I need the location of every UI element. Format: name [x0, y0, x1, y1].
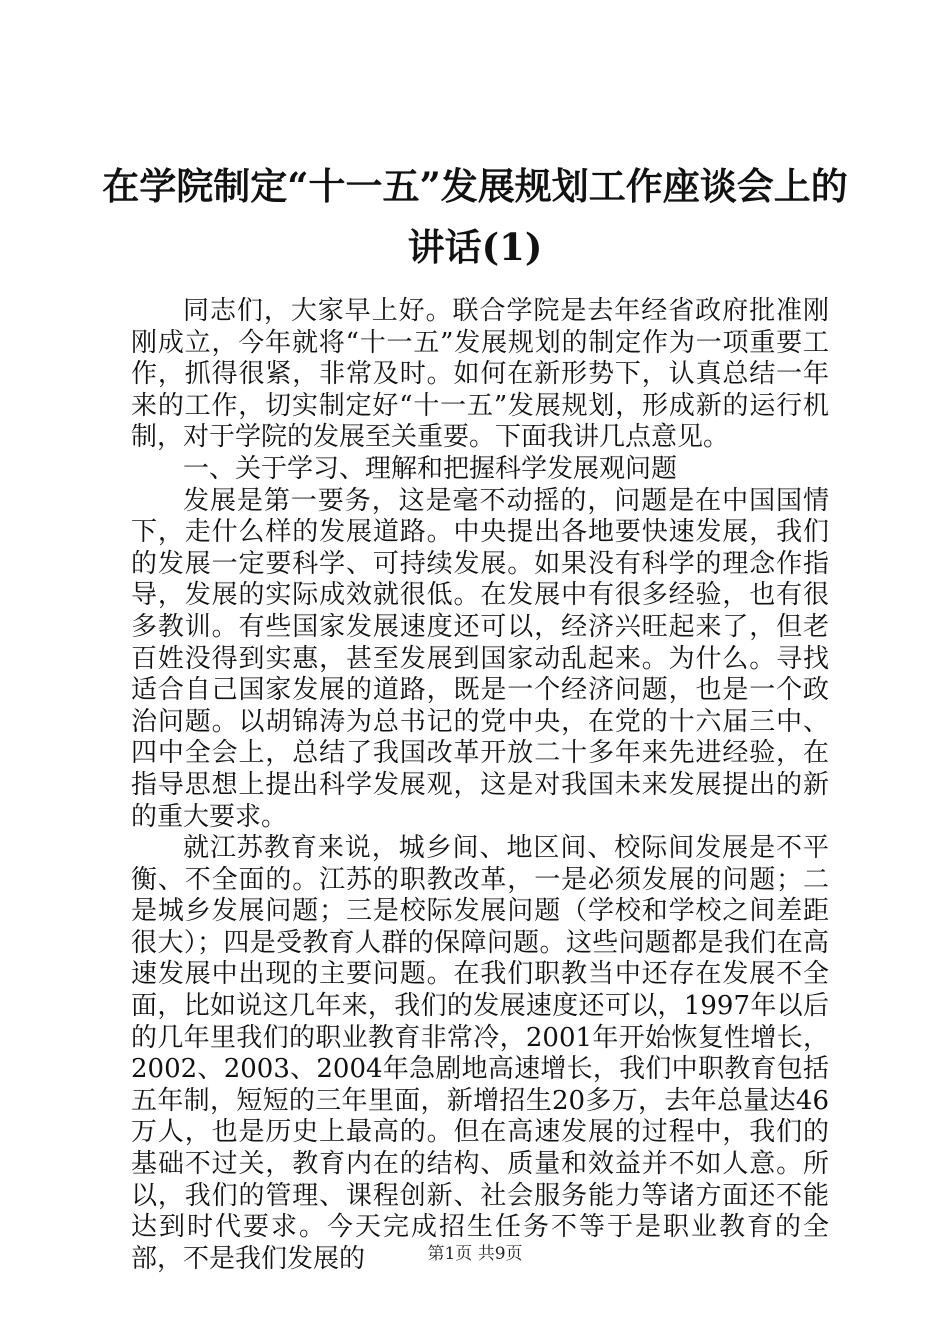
page-number-footer: 第1页 共9页	[427, 1244, 523, 1264]
document-title: 在学院制定“十一五”发展规划工作座谈会上的讲话(1)	[102, 164, 848, 269]
section-heading-1: 一、关于学习、理解和把握科学发展观问题	[183, 453, 678, 484]
paragraph-greeting: 同志们，大家早上好。联合学院是去年经省政府批准刚刚成立，今年就将“十一五”发展规划的制定作为一项重要工作，抓得很紧，非常及时。如何在新形势下，认真总结一年来的工作，切实制定好“十一五”发展规划，形成新的运行机制，对于学院的发展至关重要。下面我讲几点意见。	[131, 296, 829, 453]
document-body	[131, 296, 829, 1275]
paragraph-jiangsu-education: 就江苏教育来说，城乡间、地区间、校际间发展是不平衡、不全面的。江苏的职教改革，一是必须发展的问题；二是城乡发展问题；三是校际发展问题（学校和学校之间差距很大）；四是受教育人群的保障问题。这些问题都是我们在高速发展中出现的主要问题。在我们职教当中还存在发展不全面，比如说这几年来，我们的发展速度还可以，1997年以后的几年里我们的职业教育非常冷，2001年开始恢复性增长，2002、2003、2004年急剧地高速增长，我们中职教育包括五年制，短短的三年里面，新增招生20多万，去年总量达46万人，也是历史上最高的。但在高速发展的过程中，我们的基础不过关，教育内在的结构、质量和效益并不如人意。所以，我们的管理、课程创新、社会服务能力等诸方面还不能达到时代要求。今天完成招生任务不等于是职业教育的全部，不是我们发展的	[131, 833, 829, 1274]
paragraph-development: 发展是第一要务，这是毫不动摇的，问题是在中国国情下，走什么样的发展道路。中央提出各地要快速发展，我们的发展一定要科学、可持续发展。如果没有科学的理念作指导，发展的实际成效就很低。在发展中有很多经验，也有很多教训。有些国家发展速度还可以，经济兴旺起来了，但老百姓没得到实惠，甚至发展到国家动乱起来。为什么。寻找适合自己国家发展的道路，既是一个经济问题，也是一个政治问题。以胡锦涛为总书记的党中央，在党的十六届三中、四中全会上，总结了我国改革开放二十多年来先进经验，在指导思想上提出科学发展观，这是对我国未来发展提出的新的重大要求。	[131, 485, 829, 832]
